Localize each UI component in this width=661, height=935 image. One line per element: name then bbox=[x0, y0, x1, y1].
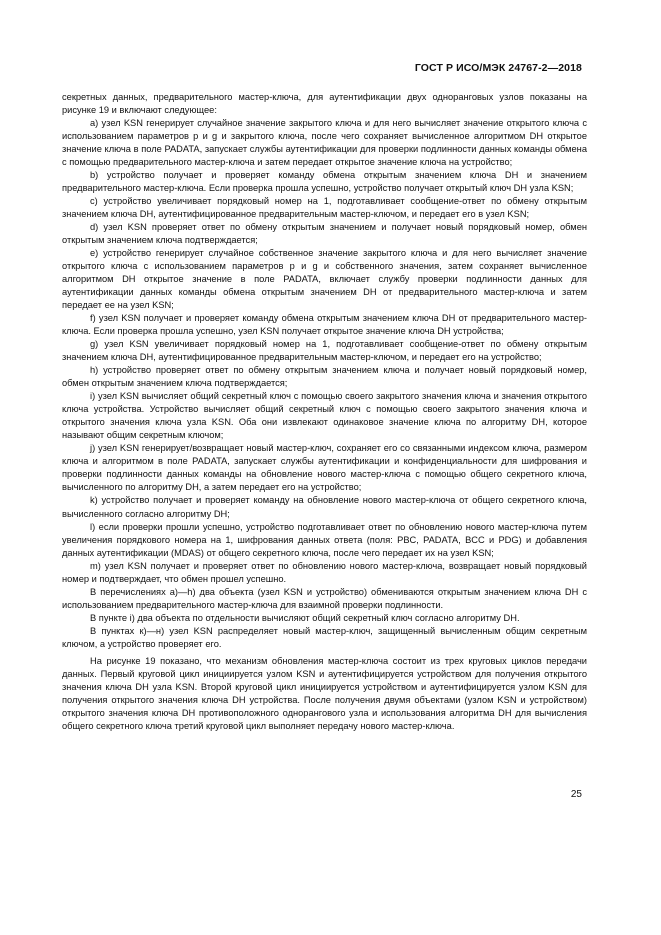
body-text bbox=[62, 91, 587, 733]
list-item-e: e) устройство генерирует случайное собственное значение закрытого ключа и для него вычисляет значение открытого ключа c использованием параметров p и g и собственного значения, затем сохраняет вычисленное алгоритмом DH открытое значение в поле PADATA, включает службу проверки подлинности данных для аутентификации данных команды обмена открытым значением DH от предварительного мастер-ключа и затем передает ее на узел KSN; bbox=[62, 248, 587, 311]
paragraph-figure-19-description: На рисунке 19 показано, что механизм обновления мастер-ключа состоит из трех круговых циклов передачи данных. Первый круговой цикл инициируется узлом KSN и аутентифицируется устройством для получения открытого значения ключа DH узла KSN. Второй круговой цикл инициируется устройством и аутентифицируется узлом KSN для получения открытого значения ключа DH устройства. После получения двумя объектами (узлом KSN и устройством) открытого значения ключа DH противоположного однорангового узла и использования алгоритма DH для вычисления общего секретного ключа третий круговой цикл выполняет передачу нового мастер-ключа. bbox=[62, 655, 587, 731]
list-item-a: a) узел KSN генерирует случайное значение закрытого ключа и для него вычисляет значение открытого ключа с использованием параметров p и g и закрытого ключа, после чего сохраняет вычисленное алгоритмом DH открытое значение ключа в поле PADATA, запускает службы аутентификации для проверки подлинности данных команды обмена с помощью предварительного мастер-ключа и затем передает открытое значение ключа на устройство; bbox=[62, 118, 587, 168]
list-item-d: d) узел KSN проверяет ответ по обмену открытым значением и получает новый порядковый номер, обмен открытым значением ключа подтверждается; bbox=[62, 222, 587, 246]
list-item-k: k) устройство получает и проверяет команду на обновление нового мастер-ключа от общего секретного ключа, вычисленного согласно алгоритму DH; bbox=[62, 495, 587, 519]
paragraph-summary-k-n: В пунктах к)—н) узел KSN распределяет новый мастер-ключ, защищенный вычисленным общим секретным ключом, а устройство проверяет его. bbox=[62, 625, 587, 649]
list-item-m: m) узел KSN получает и проверяет ответ по обновлению нового мастер-ключа, возвращает новый порядковый номер и подтверждает, что обмен прошел успешно. bbox=[62, 560, 587, 584]
document-header-standard-id: ГОСТ Р ИСО/МЭК 24767-2—2018 bbox=[414, 62, 582, 74]
list-item-l: l) если проверки прошли успешно, устройство подготавливает ответ по обновлению нового мастер-ключа путем увеличения порядкового номера на 1, шифрования данных ответа (поля: PBC, PADATA, BCC и PDG) и добавления данных аутентификации (MDAS) от общего секретного ключа, после чего передает их на узел KSN; bbox=[62, 521, 587, 558]
list-item-g: g) узел KSN увеличивает порядковый номер на 1, подготавливает сообщение-ответ по обмену открытым значением ключа DH, аутентифицированное предварительным мастер-ключом, и передает его на устройство; bbox=[62, 339, 587, 363]
paragraph-summary-i: В пункте i) два объекта по отдельности вычисляют общий секретный ключ согласно алгоритму DH. bbox=[90, 612, 520, 623]
list-item-h: h) устройство проверяет ответ по обмену открытым значением ключа и получает новый порядковый номер, обмен открытым значением ключа подтверждается; bbox=[62, 365, 587, 389]
list-item-j: j) узел KSN генерирует/возвращает новый мастер-ключ, сохраняет его со связанными индексом ключа, размером ключа и алгоритмом в поле PADATA, запускает службы аутентификации и конфиденциальности для шифрования и проверки подлинности данных команды на обновление нового мастер-ключа с помощью общего секретного ключа, вычисленного по алгоритму DH, а затем передает его на устройство; bbox=[62, 443, 587, 493]
list-item-f: f) узел KSN получает и проверяет команду обмена открытым значением ключа DH от предварительного мастер-ключа. Если проверка прошла успешно, узел KSN получает открытое значение ключа DH устройства; bbox=[62, 313, 587, 337]
paragraph-intro-continuation: секретных данных, предварительного мастер-ключа, для аутентификации двух одноранговых узлов показаны на рисунке 19 и включают следующее: bbox=[62, 92, 587, 116]
list-item-i: i) узел KSN вычисляет общий секретный ключ с помощью своего закрытого значения ключа и значения открытого ключа устройства. Устройство вычисляет общий секретный ключ с помощью своего закрытого значения ключа и открытого значения ключа узла KSN. Оба они извлекают одинаковое значение ключа по алгоритму DH, которое называют общим секретным ключом; bbox=[62, 391, 587, 441]
page-number: 25 bbox=[570, 789, 582, 800]
list-item-b: b) устройство получает и проверяет команду обмена открытым значением ключа DH и значением предварительного мастер-ключа. Если проверка прошла успешно, устройство получает открытый ключ DH узла KSN; bbox=[62, 170, 587, 194]
list-item-c: c) устройство увеличивает порядковый номер на 1, подготавливает сообщение-ответ по обмену открытым значением ключа DH, аутентифицированное предварительным мастер-ключом, и передает его в узел KSN; bbox=[62, 196, 587, 220]
paragraph-summary-a-h: В перечислениях a)—h) два объекта (узел KSN и устройство) обмениваются открытым значением ключа DH с использованием предварительного мастер-ключа для взаимной проверки подлинности. bbox=[62, 586, 587, 610]
